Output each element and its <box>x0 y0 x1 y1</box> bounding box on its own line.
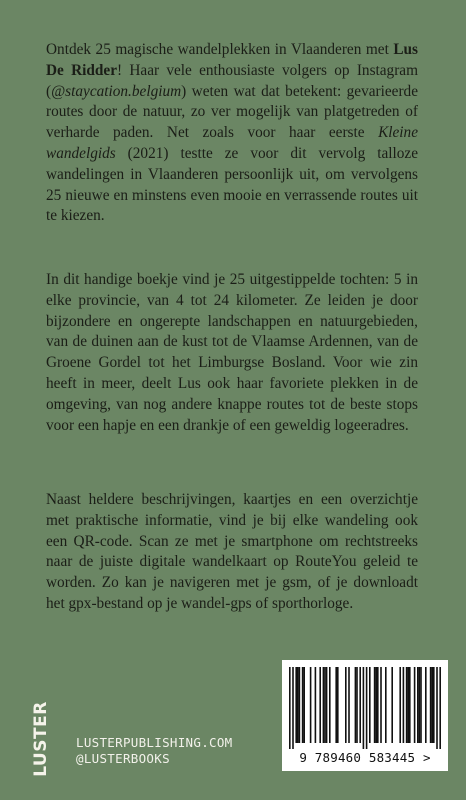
barcode-bar <box>374 667 376 743</box>
barcode-bar <box>335 667 337 743</box>
barcode-bar <box>366 667 368 749</box>
barcode-bars <box>289 667 441 749</box>
barcode-bar <box>377 667 379 743</box>
barcode-bar <box>380 667 382 743</box>
text-segment: @staycation.belgium <box>51 82 182 100</box>
barcode-bar <box>375 667 377 743</box>
barcode-bar <box>355 667 357 743</box>
barcode-bar <box>319 667 321 743</box>
isbn-number: 9 789460 583445 > <box>299 750 431 765</box>
barcode-bar <box>419 667 421 743</box>
barcode-bar <box>391 667 393 743</box>
publisher-logo-text: LUSTER <box>31 701 52 777</box>
barcode-bar <box>356 667 358 743</box>
barcode-bar <box>303 667 305 743</box>
barcode-bar <box>345 667 347 743</box>
isbn-barcode <box>282 660 448 771</box>
barcode-bar <box>348 667 350 743</box>
text-segment: Ontdek 25 magische wandelplekken in Vlaanderen met <box>46 41 394 58</box>
barcode-bar <box>430 667 432 743</box>
barcode-bar <box>439 667 441 749</box>
publisher-social-handle: @LUSTERBOOKS <box>76 751 170 766</box>
barcode-bar <box>324 667 326 743</box>
text-segment: Kleine wandelgids <box>46 124 418 162</box>
barcode-bar <box>329 667 331 743</box>
barcode-bar <box>433 667 435 743</box>
blurb-paragraph-2 <box>46 270 418 436</box>
barcode-bar <box>417 667 419 743</box>
barcode-bar <box>406 667 408 743</box>
text-segment: ) weten wat dat betekent: gevarieerde routes door de natuur, zo ver mogelijk van platgetreden of verharde paden. Net zoals voor haar eerste <box>46 82 418 142</box>
barcode-bar <box>297 667 299 743</box>
barcode-bar <box>315 667 317 743</box>
text-segment: In dit handige boekje vind je 25 uitgestippelde tochten: 5 in elke provincie, van 4 tot 24 kilometer. Ze leiden je door bijzondere en ongerepte landschappen en natuurgebieden, van de duinen aan de kust tot de Vlaamse Ardennen, van de Groene Gordel tot het Limburgse Bosland. Voor wie zin heeft in meer, deelt Lus ook haar favoriete plekken in de omgeving, van nog andere knappe routes tot de beste stops voor een hapje en een drankje of een geweldig logeeradres. <box>46 271 418 434</box>
text-segment: (2021) testte ze voor dit vervolg talloze wandelingen in Vlaanderen persoonlijk uit, om vervolgens 25 nieuwe en minstens even mooie en verrassende routes uit te kiezen. <box>46 144 418 225</box>
barcode-bar <box>409 667 411 743</box>
barcode-bar <box>407 667 409 743</box>
barcode-bar <box>399 667 401 743</box>
barcode-bar <box>292 667 294 749</box>
text-segment: Naast heldere beschrijvingen, kaartjes en een overzichtje met praktische informatie, vind je bij elke wandeling ook een QR-code. Scan ze met je smartphone om rechtstreeks naar de juiste digitale wandelkaart op RouteYou geleid te worden. Zo kan je navigeren met je gsm, of je downloadt het gpx-bestand op je wandel-gps of sporthorloge. <box>46 491 418 612</box>
blurb-paragraph-3 <box>46 490 418 615</box>
barcode-bar <box>359 667 361 743</box>
publisher-links <box>76 735 233 767</box>
barcode-bar <box>403 667 405 743</box>
barcode-bar <box>425 667 427 743</box>
barcode-bar <box>289 667 291 749</box>
barcode-bar <box>326 667 328 743</box>
barcode-bar <box>431 667 433 743</box>
publisher-website: LUSTERPUBLISHING.COM <box>76 735 233 750</box>
barcode-bar <box>323 667 325 743</box>
barcode-bar <box>302 667 304 743</box>
barcode-bar <box>420 667 422 743</box>
barcode-bar <box>363 667 365 749</box>
text-segment: ! Haar vele enthousiaste volgers op Instagram ( <box>46 61 418 100</box>
barcode-bar <box>310 667 312 743</box>
publisher-logo <box>30 701 52 777</box>
text-segment: Lus De Ridder <box>46 41 418 79</box>
barcode-bar <box>299 667 301 743</box>
barcode-bar <box>337 667 339 743</box>
barcode-bar <box>385 667 387 743</box>
barcode-bar <box>436 667 438 749</box>
barcode-bar <box>295 667 297 743</box>
barcode-bar <box>369 667 371 743</box>
barcode-bar <box>414 667 416 743</box>
blurb-paragraph-1 <box>46 40 418 227</box>
